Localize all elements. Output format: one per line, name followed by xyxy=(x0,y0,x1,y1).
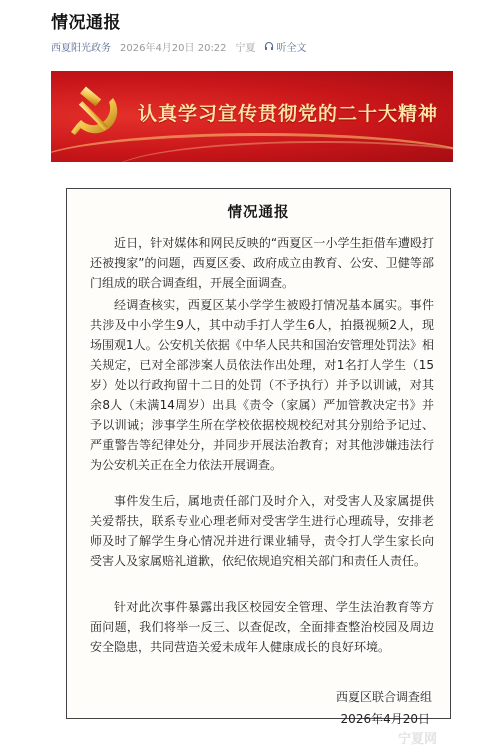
notice-document xyxy=(66,188,451,726)
signature-date: 2026年4月20日 xyxy=(340,712,430,726)
notice-paragraph-3: 事件发生后，属地责任部门及时介入，对受害人及家属提供关爱帮扶，联系专业心理老师对受害学生进行心理疏导，安排老师及时了解学生身心情况并进行课业辅导，责令打人学生家长向受害人及家属赔礼道歉，依纪依规追究相关部门和责任人责任。 xyxy=(90,494,434,568)
watermark: 宁夏网 xyxy=(398,732,438,747)
listen-button[interactable] xyxy=(264,39,307,54)
party-emblem-icon xyxy=(65,84,125,146)
listen-label: 听全文 xyxy=(276,42,307,54)
signature-org: 西夏区联合调查组 xyxy=(335,690,432,704)
notice-paragraph-1: 近日，针对媒体和网民反映的“西夏区一小学生拒借车遭殴打还被搜家”的问题，西夏区委、政府成立由教育、公安、卫健等部门组成的联合调查组，开展全面调查。 xyxy=(90,236,434,290)
page-title: 情况通报 xyxy=(51,13,121,33)
notice-paragraph-4: 针对此次事件暴露出我区校园安全管理、学生法治教育等方面问题，我们将举一反三、以查促改，全面排查整治校园及周边安全隐患，共同营造关爱未成年人健康成长的良好环境。 xyxy=(90,600,434,654)
banner-image xyxy=(51,71,453,162)
banner-slogan: 认真学习宣传贯彻党的二十大精神 xyxy=(138,103,439,125)
publish-datetime: 2026年4月20日 20:22 xyxy=(120,42,227,54)
article-meta xyxy=(51,38,307,54)
account-name-link[interactable]: 西夏阳光政务 xyxy=(51,42,111,54)
notice-title: 情况通报 xyxy=(227,205,290,221)
notice-paragraph-2: 经调查核实，西夏区某小学学生被殴打情况基本属实。事件共涉及中小学生9人，其中动手打人学生6人，拍摄视频2人，现场围观1人。公安机关依据《中华人民共和国治安管理处罚法》相关规定，已对全部涉案人员依法作出处理，对1名打人学生（15岁）处以行政拘留十二日的处罚（不予执行）并予以训诫，对其余8人（未满14周岁）出具《责令（家属）严加管教决定书》并予以训诫；涉事学生所在学校依据校规校纪对其分别给予记过、严重警告等纪律处分，并同步开展法治教育；对其他涉嫌违法行为公安机关正在全力依法开展调查。 xyxy=(90,298,434,472)
region-label: 宁夏 xyxy=(235,42,256,54)
headphones-icon xyxy=(264,41,274,51)
